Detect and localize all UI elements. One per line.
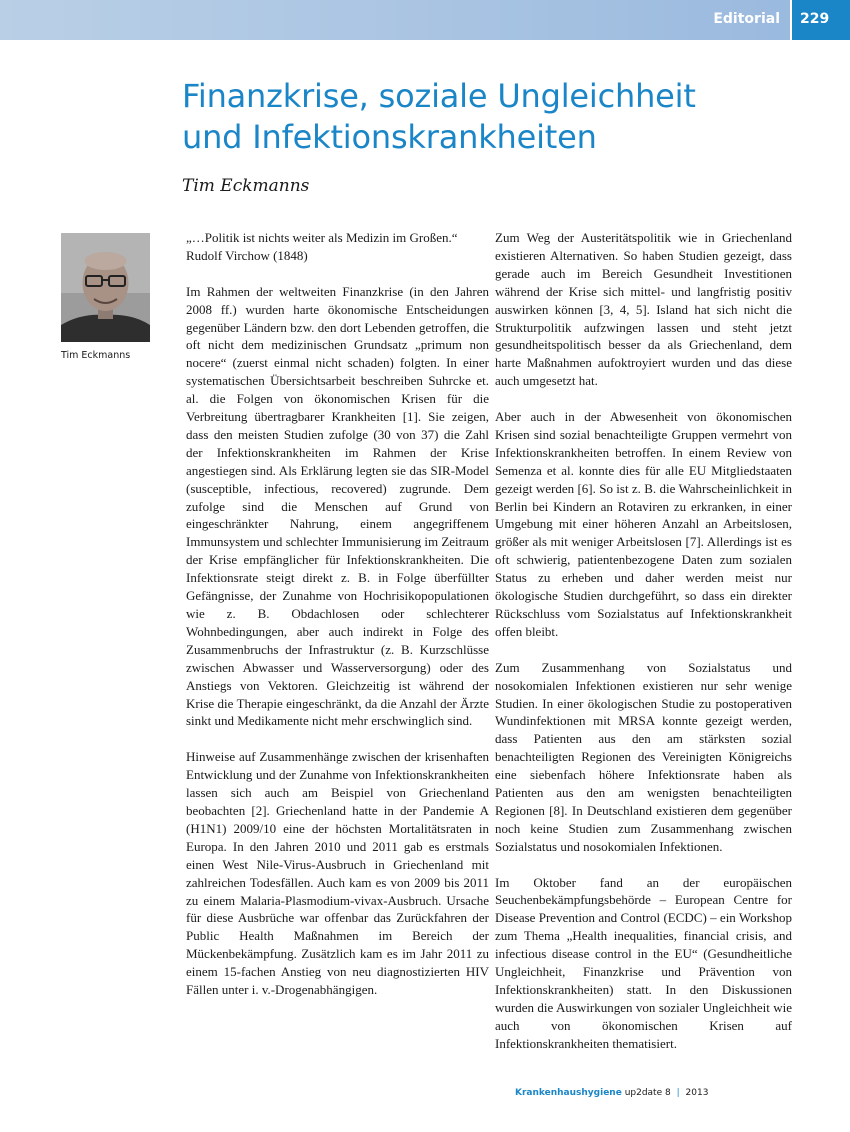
footer-separator: | bbox=[676, 1088, 680, 1098]
photo-caption: Tim Eckmanns bbox=[61, 350, 131, 361]
author-name: Tim Eckmanns bbox=[182, 176, 310, 196]
footer-journal: Krankenhaushygiene bbox=[515, 1088, 622, 1098]
paragraph: Hinweise auf Zusammenhänge zwischen der krisenhaften Entwicklung und der Zunahme von Infektionskrankheiten lassen sich auch am Beispiel von Griechenland beobachten [2]. Griechenland hatte in der Pandemie A (H1N1) 2009/10 eine der höchsten Mortalitätsraten in Europa. In den Jahren 2010 und 2011 gab es erstmals einen West Nile-Virus-Ausbruch in Griechenland mit zahlreichen Todesfällen. Auch kam es von 2009 bis 2011 zu einem Malaria-Plasmodium-vivax-Ausbruch. Ursache für diese Ausbrüche war offenbar das Zurückfahren der Public Health Maßnahmen im Bereich der Mückenbekämpfung. Zusätzlich kam es im Jahr 2011 zu einem 15-fachen Anstieg von neu diagnostizierten HIV Fällen unter i. v.-Drogenabhängigen. bbox=[186, 749, 489, 998]
body-column-right bbox=[495, 229, 792, 1071]
article-title bbox=[182, 76, 782, 158]
page-footer bbox=[515, 1088, 708, 1098]
page-number: 229 bbox=[800, 11, 830, 27]
paragraph: Zum Zusammenhang von Sozialstatus und nosokomialen Infektionen existieren nur sehr wenige Studien. In einer ökologischen Studie zu postoperativen Wundinfektionen mit MRSA konnte gezeigt werden, dass Patienten aus den am stärksten sozial benachteiligten Regionen des Vereinigten Königreichs eine siebenfach höhere Infektionsrate haben als Patienten aus den am wenigsten benachteiligten Regionen [8]. In Deutschland existieren dem gegenüber noch keine Studien zum Zusammenhang zwischen Sozialstatus und nosokomialen Infektionen. bbox=[495, 659, 792, 854]
page-number-box bbox=[790, 0, 850, 40]
section-label: Editorial bbox=[713, 11, 780, 27]
title-line-2: und Infektionskrankheiten bbox=[182, 118, 597, 156]
footer-year: 2013 bbox=[685, 1088, 709, 1098]
paragraph: Zum Weg der Austeritätspolitik wie in Griechenland existieren Alternativen. So haben Studien gezeigt, dass gerade auch im Bereich Gesundheit Investitionen während der Krise sich mittel- und langfristig positiv auswirken können [3, 4, 5]. Island hat sich nicht die Strukturpolitik aufzwingen lassen und steht jetzt gesundheitspolitisch besser da als Griechenland, dem harte Maßnahmen aufoktroyiert wurden und das diese auch umgesetzt hat. bbox=[495, 230, 792, 389]
footer-issue: up2date 8 bbox=[624, 1088, 671, 1098]
paragraph: Im Oktober fand an der europäischen Seuchenbekämpfungsbehörde – European Centre for Disease Prevention and Control (ECDC) – ein Workshop zum Thema „Health inequalities, financial crisis, and infectious disease control in the EU“ (Gesundheitliche Ungleichheit, Finanzkrise und Prävention von Infektionskrankheiten) statt. In den Diskussionen wurden die Auswirkungen von sozialer Ungleichheit wie auch von ökonomischen Krisen auf Infektionskrankheiten thematisiert. bbox=[495, 874, 792, 1051]
paragraph: Im Rahmen der weltweiten Finanzkrise (in den Jahren 2008 ff.) wurden harte ökonomische Entscheidungen gegenüber Ländern bzw. den dort Lebenden getroffen, die oft nicht dem medizinischen Grundsatz „primum non nocere“ (zuerst einmal nicht schaden) folgten. In einer systematischen Übersichtsarbeit beschreiben Suhrcke et. al. die Folgen von ökonomischen Krisen für die Verbreitung übertragbarer Krankheiten [1]. Sie zeigen, dass den meisten Studien zufolge (30 von 37) die Zahl der Infektionskrankheiten im Rahmen der Krise angestiegen sind. Als Erklärung legten sie das SIR-Model (susceptible, infectious, recovered) zugrunde. Dem zufolge sind die Menschen auf Grund von eingeschränkter Nahrung, einem angegriffenem Immunsystem und schlechter Immunisierung im Zeitraum der Krise empfänglicher für Infektionskrankheiten. Die Infektionsrate steigt direkt z. B. in Folge überfüllter Gefängnisse, der Zunahme von Hochrisikopopulationen wie z. B. Obdachlosen oder schlechterer Wohnbedingungen, aber auch indirekt in Folge des Zusammenbruchs der Infrastruktur (z. B. Kurzschlüsse zwischen Abwasser und Wasserversorgung) oder des Anstiegs von Vektoren. Gleichzeitig ist während der Krise die Therapie eingeschränkt, da die Anzahl der Ärzte sinkt und Medikamente nicht mehr erschwinglich sind. bbox=[186, 283, 489, 729]
epigraph bbox=[186, 229, 489, 265]
epigraph-quote: „…Politik ist nichts weiter als Medizin im Großen.“ bbox=[186, 230, 458, 245]
title-line-1: Finanzkrise, soziale Ungleichheit bbox=[182, 77, 696, 115]
paragraph: Aber auch in der Abwesenheit von ökonomischen Krisen sind sozial benachteiligte Gruppen vermehrt von Infektionskrankheiten betroffen. In einem Review von Semenza et al. konnte dies für alle EU Mitgliedstaaten gezeigt werden [6]. So ist z. B. die Wahrscheinlichkeit in Berlin bei Kindern an Rotaviren zu erkranken, in einer Umgebung mit einer höheren Anzahl an Arbeitslosen, größer als mit weniger Arbeitslosen [7]. Allerdings ist es oft schwierig, patientenbezogene Daten zum sozialen Status zu erheben und daher werden meist nur ökologische Studien durchgeführt, so dass ein direkter Rückschluss vom Sozialstatus auf Infektionskrankheit offen bleibt. bbox=[495, 409, 792, 639]
author-photo bbox=[61, 233, 150, 342]
body-column-left bbox=[186, 229, 489, 1017]
author-portrait-image bbox=[61, 233, 150, 342]
header-bar bbox=[0, 0, 850, 40]
epigraph-source: Rudolf Virchow (1848) bbox=[186, 247, 308, 263]
